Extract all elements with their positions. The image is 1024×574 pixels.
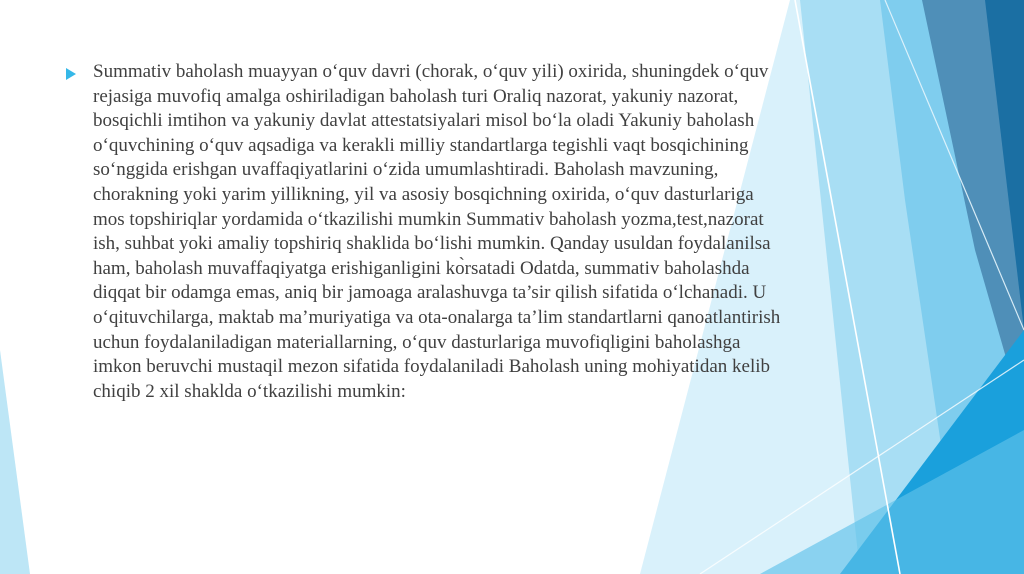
left-edge-shape (0, 350, 30, 574)
bullet-item (66, 60, 786, 404)
body-paragraph: Summativ baholash muayyan o‘quv davri (chorak, o‘quv yili) oxirida, shuningdek o‘quv rejasiga muvofiq amalga oshiriladigan baholash turi Oraliq nazorat, yakuniy nazorat, bosqichli imtihon va yakuniy davlat attestatsiyalari misol bo‘la oladi Yakuniy baholash o‘quvchining o‘quv aqsadiga va kerakli milliy standartlarga tegishli vaqt bosqichining so‘nggida erishgan uvaffaqiyatlarini o‘zida umumlashtiradi. Baholash mavzuning, chorakning yoki yarim yillikning, yil va asosiy bosqichning oxirida, o‘quv dasturlariga mos topshiriqlar yordamida o‘tkazilishi mumkin Summativ baholash yozma,test,nazorat ish, suhbat yoki amaliy topshiriq shaklida bo‘lishi mumkin. Qanday usuldan foydalanilsa ham, baholash muvaffaqiyatga erishiganligini kо̀rsatadi Odatda, summativ baholashda diqqat bir odamga emas, aniq bir jamoaga aralashuvga ta’sir qilish sifatida o‘lchanadi. U o‘qituvchilarga, maktab ma’muriyatiga va ota-onalarga ta’lim standartlarni qanoatlantirish uchun foydalaniladigan materiallarning, o‘quv dasturlariga muvofiqligini baholashga imkon beruvchi mustaqil mezon sifatida foydalaniladi Baholash uning mohiyatidan kelib chiqib 2 xil shaklda o‘tkazilishi mumkin: (93, 61, 781, 402)
triangle-bullet-icon (66, 68, 76, 80)
